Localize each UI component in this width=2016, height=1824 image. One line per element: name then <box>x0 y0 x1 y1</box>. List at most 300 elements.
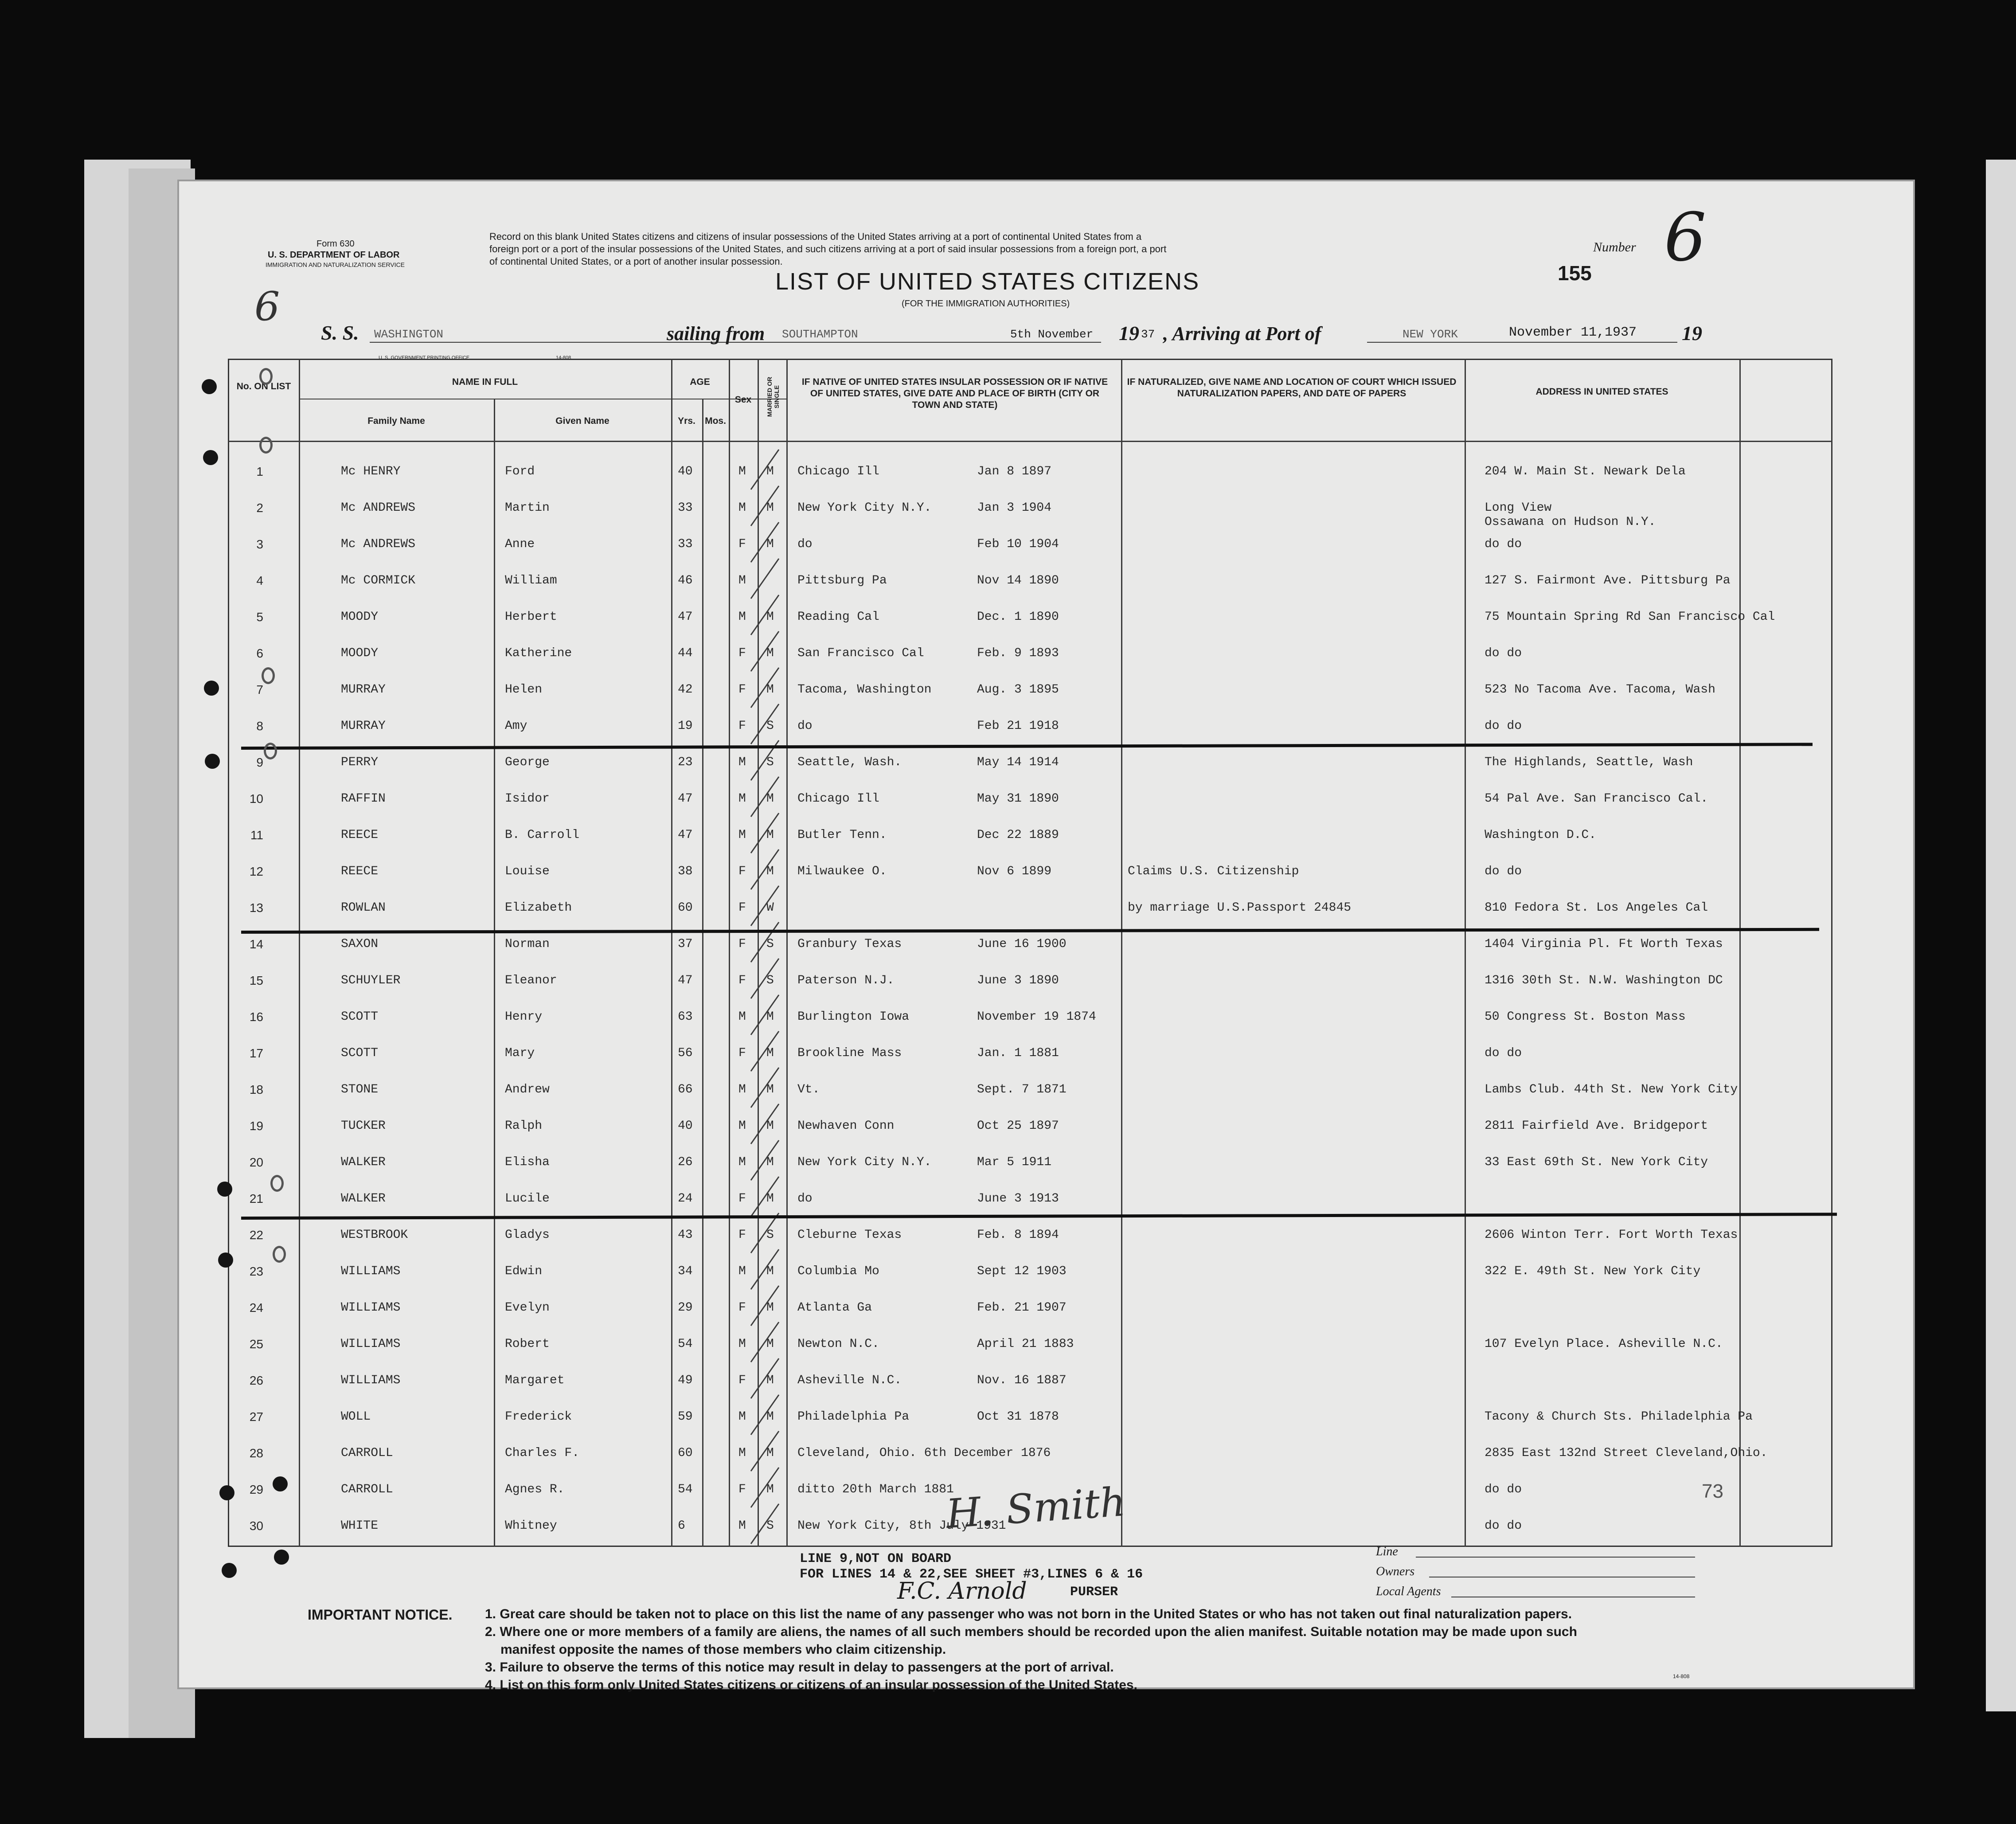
purser-label: PURSER <box>1070 1585 1118 1600</box>
given-name-cell: Anne <box>505 537 535 551</box>
printer-line: U. S. GOVERNMENT PRINTING OFFICE <box>379 355 470 360</box>
row-number: 8 <box>256 719 263 733</box>
row-number: 27 <box>249 1410 263 1424</box>
header-given-name: Given Name <box>555 416 609 426</box>
given-name-cell: Edwin <box>505 1264 543 1278</box>
line-rule <box>1416 1557 1695 1558</box>
address-cell: The Highlands, Seattle, Wash <box>1485 755 1693 769</box>
ship-name: WASHINGTON <box>374 328 444 341</box>
birth-date-cell: Feb. 21 1907 <box>977 1301 1067 1315</box>
age-years-cell: 38 <box>678 865 693 878</box>
row-number: 20 <box>249 1155 263 1169</box>
birth-date-cell: June 3 1890 <box>977 974 1059 987</box>
form-number: Form 630 <box>316 239 355 249</box>
family-name-cell: Mc ANDREWS <box>341 501 416 515</box>
address-cell: 75 Mountain Spring Rd San Francisco Cal <box>1485 610 1775 624</box>
sex-cell: M <box>738 1010 746 1024</box>
row-number: 24 <box>249 1301 263 1315</box>
sex-cell: M <box>738 792 746 806</box>
address-cell: do do <box>1485 719 1522 733</box>
age-years-cell: 33 <box>678 501 693 515</box>
marital-status-cell: S <box>766 755 774 769</box>
birth-date-cell: Dec 22 1889 <box>977 828 1059 842</box>
family-name-cell: MURRAY <box>341 719 386 733</box>
birth-date-cell: May 31 1890 <box>977 792 1059 806</box>
binder-ring <box>270 1175 284 1192</box>
purser-signature: F.C. Arnold <box>897 1578 1027 1605</box>
family-name-cell: WALKER <box>341 1155 386 1169</box>
header-naturalized: IF NATURALIZED, GIVE NAME AND LOCATION OF COURT WHICH ISSUED NATURALIZATION PAPERS, AND DATE OF PAPERS <box>1127 377 1457 399</box>
marital-status-cell: M <box>766 1192 774 1206</box>
birth-place-cell: Cleburne Texas <box>797 1228 902 1242</box>
header-sex: Sex <box>735 395 752 405</box>
row-number: 5 <box>256 610 263 624</box>
age-years-cell: 19 <box>678 719 693 733</box>
table-row <box>179 1444 1913 1481</box>
table-row <box>179 1408 1913 1444</box>
marital-status-cell: S <box>766 974 774 987</box>
marital-status-cell: M <box>766 1264 774 1278</box>
binder-hole <box>222 1563 237 1578</box>
binder-hole <box>219 1485 234 1500</box>
sex-cell: F <box>738 865 746 878</box>
address-cell: do do <box>1485 646 1522 660</box>
age-years-cell: 47 <box>678 974 693 987</box>
age-years-cell: 43 <box>678 1228 693 1242</box>
given-name-cell: Evelyn <box>505 1301 550 1315</box>
address-cell: 322 E. 49th St. New York City <box>1485 1264 1701 1278</box>
sex-cell: M <box>738 755 746 769</box>
birth-place-cell: New York City N.Y. <box>797 501 932 515</box>
family-name-cell: ROWLAN <box>341 901 386 915</box>
table-row <box>179 826 1913 863</box>
given-name-cell: Lucile <box>505 1192 550 1206</box>
address-cell: 33 East 69th St. New York City <box>1485 1155 1708 1169</box>
age-years-cell: 47 <box>678 828 693 842</box>
given-name-cell: George <box>505 755 550 769</box>
address-cell: 204 W. Main St. Newark Dela <box>1485 465 1686 478</box>
birth-place-cell: Atlanta Ga <box>797 1301 872 1315</box>
corner-mark: 6 <box>254 283 280 330</box>
sex-cell: M <box>738 1264 746 1278</box>
marital-status-cell: M <box>766 1446 774 1460</box>
birth-place-cell: Burlington Iowa <box>797 1010 910 1024</box>
sex-cell: M <box>738 1446 746 1460</box>
birth-place-cell: do <box>797 719 813 733</box>
naturalization-cell: by marriage U.S.Passport 24845 <box>1128 901 1352 915</box>
address-cell: 107 Evelyn Place. Asheville N.C. <box>1485 1337 1723 1351</box>
initials-handwritten: H. Smith <box>944 1478 1127 1538</box>
address-cell: 127 S. Fairmont Ave. Pittsburg Pa <box>1485 574 1731 587</box>
marital-status-cell: M <box>766 610 774 624</box>
page-title: LIST OF UNITED STATES CITIZENS <box>775 268 1200 295</box>
sex-cell: F <box>738 1046 746 1060</box>
marital-status-cell: S <box>766 1228 774 1242</box>
table-row <box>179 681 1913 717</box>
marital-status-cell: M <box>766 1301 774 1315</box>
header-no: No. ON LIST <box>236 381 291 391</box>
sex-cell: F <box>738 537 746 551</box>
footer-note-2: FOR LINES 14 & 22,SEE SHEET #3,LINES 6 & 16 <box>800 1567 1143 1582</box>
marital-status-cell: M <box>766 1410 774 1424</box>
sex-cell: M <box>738 1519 746 1533</box>
family-name-cell: WOLL <box>341 1410 371 1424</box>
sex-cell: M <box>738 828 746 842</box>
number-value: 6 <box>1664 199 1707 276</box>
family-name-cell: Mc CORMICK <box>341 574 416 587</box>
family-name-cell: STONE <box>341 1083 379 1096</box>
row-number: 13 <box>249 901 263 915</box>
header-yrs: Yrs. <box>678 416 695 426</box>
family-name-cell: MOODY <box>341 610 379 624</box>
sex-cell: F <box>738 1483 746 1496</box>
instruction-line-3: of continental United States, or a port of another insular possession. <box>489 256 783 267</box>
binder-hole <box>274 1550 289 1565</box>
row-number: 7 <box>256 683 263 697</box>
row-number: 21 <box>249 1192 263 1206</box>
given-name-cell: Gladys <box>505 1228 550 1242</box>
age-years-cell: 47 <box>678 610 693 624</box>
address-cell: Long View <box>1485 501 1552 515</box>
birth-place-cell: Chicago Ill <box>797 792 879 806</box>
family-name-cell: MURRAY <box>341 683 386 697</box>
marital-status-cell: M <box>766 1483 774 1496</box>
address-cell: do do <box>1485 537 1522 551</box>
notice-title: IMPORTANT NOTICE. <box>308 1607 453 1623</box>
age-years-cell: 42 <box>678 683 693 697</box>
given-name-cell: Mary <box>505 1046 535 1060</box>
given-name-cell: Katherine <box>505 646 572 660</box>
row-number: 22 <box>249 1228 263 1242</box>
row-number: 15 <box>249 974 263 987</box>
number-label: Number <box>1593 240 1636 254</box>
given-name-cell: Martin <box>505 501 550 515</box>
family-name-cell: MOODY <box>341 646 379 660</box>
age-years-cell: 37 <box>678 937 693 951</box>
address-cell: 2835 East 132nd Street Cleveland,Ohio. <box>1485 1446 1768 1460</box>
line-label: Line <box>1376 1545 1398 1558</box>
family-name-cell: WILLIAMS <box>341 1337 401 1351</box>
birth-place-cell: Tacoma, Washington <box>797 683 932 697</box>
birth-date-cell: Oct 25 1897 <box>977 1119 1059 1133</box>
row-number: 16 <box>249 1010 263 1024</box>
sex-cell: M <box>738 1410 746 1424</box>
family-name-cell: SCOTT <box>341 1010 379 1024</box>
birth-place-cell: Chicago Ill <box>797 465 879 478</box>
address-cell: do do <box>1485 1046 1522 1060</box>
age-years-cell: 60 <box>678 901 693 915</box>
sex-cell: M <box>738 1155 746 1169</box>
sex-cell: F <box>738 719 746 733</box>
birth-date-cell: Sept 12 1903 <box>977 1264 1067 1278</box>
row-number: 18 <box>249 1083 263 1096</box>
birth-date-cell: Feb. 9 1893 <box>977 646 1059 660</box>
birth-place-cell: Asheville N.C. <box>797 1374 902 1387</box>
birth-date-cell: Dec. 1 1890 <box>977 610 1059 624</box>
marital-status-cell: S <box>766 937 774 951</box>
age-years-cell: 6 <box>678 1519 685 1533</box>
birth-place-cell: Brookline Mass <box>797 1046 902 1060</box>
age-years-cell: 33 <box>678 537 693 551</box>
given-name-cell: Helen <box>505 683 543 697</box>
given-name-cell: Frederick <box>505 1410 572 1424</box>
given-name-cell: Ralph <box>505 1119 543 1133</box>
family-name-cell: SCOTT <box>341 1046 379 1060</box>
address-cell: do do <box>1485 1519 1522 1533</box>
family-name-cell: SAXON <box>341 937 379 951</box>
row-number: 17 <box>249 1046 263 1060</box>
birth-place-cell: Philadelphia Pa <box>797 1410 910 1424</box>
row-number: 23 <box>249 1264 263 1278</box>
address-cell: 50 Congress St. Boston Mass <box>1485 1010 1686 1024</box>
birth-date-cell: May 14 1914 <box>977 755 1059 769</box>
row-number: 25 <box>249 1337 263 1351</box>
binder-hole <box>204 681 219 696</box>
notice-3: 3. Failure to observe the terms of this notice may result in delay to passengers at the port of arrival. <box>485 1660 1114 1675</box>
binder-ring <box>264 743 277 759</box>
manifest-sheet <box>177 180 1915 1692</box>
address-cell-line-2: Ossawana on Hudson N.Y. <box>1485 515 1656 529</box>
owners-label: Owners <box>1376 1565 1415 1578</box>
row-number: 30 <box>249 1519 263 1533</box>
given-name-cell: Agnes R. <box>505 1483 565 1496</box>
table-row <box>179 1190 1913 1226</box>
table-row <box>179 1372 1913 1408</box>
table-row <box>179 1008 1913 1045</box>
given-name-cell: Eleanor <box>505 974 557 987</box>
marital-status-cell: W <box>766 901 774 915</box>
marital-status-cell: S <box>766 1519 774 1533</box>
age-years-cell: 26 <box>678 1155 693 1169</box>
age-years-cell: 44 <box>678 646 693 660</box>
address-cell: 2606 Winton Terr. Fort Worth Texas <box>1485 1228 1738 1242</box>
table-row <box>179 1299 1913 1335</box>
birth-date-cell: Sept. 7 1871 <box>977 1083 1067 1096</box>
given-name-cell: Henry <box>505 1010 543 1024</box>
age-years-cell: 63 <box>678 1010 693 1024</box>
table-row <box>179 972 1913 1008</box>
port-underline <box>1367 342 1677 343</box>
given-name-cell: Norman <box>505 937 550 951</box>
table-row <box>179 1335 1913 1372</box>
family-name-cell: Mc HENRY <box>341 465 401 478</box>
given-name-cell: Margaret <box>505 1374 565 1387</box>
sex-cell: M <box>738 1337 746 1351</box>
family-name-cell: TUCKER <box>341 1119 386 1133</box>
binder-ring <box>262 667 275 684</box>
table-row <box>179 1081 1913 1117</box>
form-code: 14-808 <box>1673 1673 1690 1679</box>
birth-place-cell: Columbia Mo <box>797 1264 879 1278</box>
birth-place-cell: San Francisco Cal <box>797 646 924 660</box>
age-years-cell: 40 <box>678 465 693 478</box>
family-name-cell: WILLIAMS <box>341 1264 401 1278</box>
birth-place-cell: Seattle, Wash. <box>797 755 902 769</box>
age-years-cell: 66 <box>678 1083 693 1096</box>
marital-status-cell: M <box>766 465 774 478</box>
sex-cell: F <box>738 683 746 697</box>
row-number: 28 <box>249 1446 263 1460</box>
date-from: 5th November <box>1010 328 1094 341</box>
given-name-cell: Elizabeth <box>505 901 572 915</box>
header-birth: IF NATIVE OF UNITED STATES INSULAR POSSESSION OR IF NATIVE OF UNITED STATES, GIVE DATE AND PLACE OF BIRTH (CITY OR TOWN AND STATE) <box>801 377 1108 410</box>
department: U. S. DEPARTMENT OF LABOR <box>268 250 400 260</box>
table-row <box>179 863 1913 899</box>
family-name-cell: RAFFIN <box>341 792 386 806</box>
table-row <box>179 536 1913 572</box>
birth-date-cell: April 21 1883 <box>977 1337 1074 1351</box>
given-name-cell: Ford <box>505 465 535 478</box>
given-name-cell: Amy <box>505 719 527 733</box>
marital-status-cell: M <box>766 1337 774 1351</box>
sex-cell: M <box>738 501 746 515</box>
birth-date-cell: June 16 1900 <box>977 937 1067 951</box>
marital-status-cell: M <box>766 1046 774 1060</box>
port-from: SOUTHAMPTON <box>782 328 858 341</box>
binder-ring <box>273 1246 286 1263</box>
sex-cell: M <box>738 610 746 624</box>
table-row <box>179 1263 1913 1299</box>
family-name-cell: WALKER <box>341 1192 386 1206</box>
age-years-cell: 46 <box>678 574 693 587</box>
family-name-cell: WESTBROOK <box>341 1228 408 1242</box>
birth-date-cell: Nov. 16 1887 <box>977 1374 1067 1387</box>
given-name-cell: William <box>505 574 557 587</box>
agents-label: Local Agents <box>1376 1585 1441 1598</box>
row-number: 6 <box>256 646 263 660</box>
address-cell: Tacony & Church Sts. Philadelphia Pa <box>1485 1410 1753 1424</box>
binder-ring <box>259 437 273 454</box>
birth-place-cell: Cleveland, Ohio. 6th December 1876 <box>797 1446 1051 1460</box>
row-number: 19 <box>249 1119 263 1133</box>
given-name-cell: Herbert <box>505 610 557 624</box>
address-cell: Lambs Club. 44th St. New York City <box>1485 1083 1738 1096</box>
given-name-cell: Charles F. <box>505 1446 580 1460</box>
instruction-line-2: foreign port or a port of the insular possessions of the United States, and such citizens arriving at a port of said insular possessions from a foreign port, a port <box>489 243 1167 254</box>
date-to: November 11,1937 <box>1509 325 1637 340</box>
birth-place-cell: New York City, 8th July 1931 <box>797 1519 1006 1533</box>
binder-hole <box>217 1182 232 1197</box>
marital-status-cell: M <box>766 1155 774 1169</box>
family-name-cell: CARROLL <box>341 1483 393 1496</box>
given-name-cell: Whitney <box>505 1519 557 1533</box>
birth-date-cell: Jan 8 1897 <box>977 465 1052 478</box>
given-name-cell: Robert <box>505 1337 550 1351</box>
page-number: 73 <box>1702 1480 1723 1502</box>
address-cell: Washington D.C. <box>1485 828 1597 842</box>
family-name-cell: REECE <box>341 828 379 842</box>
birth-date-cell: June 3 1913 <box>977 1192 1059 1206</box>
birth-date-cell: Feb 21 1918 <box>977 719 1059 733</box>
date-underline <box>782 342 1101 343</box>
table-row <box>179 790 1913 826</box>
given-name-cell: B. Carroll <box>505 828 580 842</box>
birth-place-cell: Pittsburg Pa <box>797 574 887 587</box>
given-name-cell: Andrew <box>505 1083 550 1096</box>
address-cell: 1404 Virginia Pl. Ft Worth Texas <box>1485 937 1723 951</box>
marital-status-cell: M <box>766 537 774 551</box>
arriving-label: , Arriving at Port of <box>1163 323 1321 344</box>
printer-code: 14-808 <box>556 355 571 360</box>
birth-place-cell: do <box>797 537 813 551</box>
table-row <box>179 1117 1913 1154</box>
ss-label: S. S. <box>321 321 359 344</box>
birth-place-cell: do <box>797 1192 813 1206</box>
sex-cell: M <box>738 574 746 587</box>
stamp-number: 155 <box>1558 262 1592 285</box>
given-name-cell: Isidor <box>505 792 550 806</box>
sex-cell: F <box>738 1228 746 1242</box>
row-number: 29 <box>249 1483 263 1496</box>
birth-place-cell: Paterson N.J. <box>797 974 895 987</box>
sex-cell: M <box>738 465 746 478</box>
age-years-cell: 40 <box>678 1119 693 1133</box>
header-name-in-full: NAME IN FULL <box>452 377 518 387</box>
family-name-cell: WHITE <box>341 1519 379 1533</box>
age-years-cell: 34 <box>678 1264 693 1278</box>
birth-date-cell: Feb 10 1904 <box>977 537 1059 551</box>
year-prefix: 19 <box>1119 322 1139 344</box>
marital-status-cell: M <box>766 865 774 878</box>
age-years-cell: 60 <box>678 1446 693 1460</box>
table-row <box>179 608 1913 645</box>
family-name-cell: PERRY <box>341 755 379 769</box>
marital-status-cell: M <box>766 1374 774 1387</box>
family-name-cell: Mc ANDREWS <box>341 537 416 551</box>
birth-date-cell: Aug. 3 1895 <box>977 683 1059 697</box>
family-name-cell: REECE <box>341 865 379 878</box>
table-row <box>179 463 1913 499</box>
row-number: 14 <box>249 937 263 951</box>
given-name-cell: Elisha <box>505 1155 550 1169</box>
birth-date-cell: Nov 14 1890 <box>977 574 1059 587</box>
birth-date-cell: Oct 31 1878 <box>977 1410 1059 1424</box>
ship-underline <box>370 342 840 343</box>
birth-place-cell: Granbury Texas <box>797 937 902 951</box>
sex-cell: F <box>738 646 746 660</box>
header-bottom-rule <box>228 441 1832 442</box>
birth-place-cell: New York City N.Y. <box>797 1155 932 1169</box>
row-number: 11 <box>250 828 263 842</box>
header-family-name: Family Name <box>367 416 425 426</box>
footer-note-1: LINE 9,NOT ON BOARD <box>800 1551 952 1566</box>
birth-place-cell: Milwaukee O. <box>797 865 887 878</box>
birth-date-cell: Feb. 8 1894 <box>977 1228 1059 1242</box>
table-row <box>179 499 1913 536</box>
header-address: ADDRESS IN UNITED STATES <box>1535 387 1668 397</box>
marital-status-cell: M <box>766 792 774 806</box>
birth-place-cell: Newhaven Conn <box>797 1119 895 1133</box>
table-row <box>179 572 1913 608</box>
address-cell: 1316 30th St. N.W. Washington DC <box>1485 974 1723 987</box>
trailing-19: 19 <box>1682 322 1702 344</box>
header-age: AGE <box>690 377 710 387</box>
family-name-cell: WILLIAMS <box>341 1374 401 1387</box>
marital-status-cell: M <box>766 683 774 697</box>
marital-status-cell: M <box>766 501 774 515</box>
header-married: MARRIED OR SINGLE <box>766 376 780 417</box>
row-number: 26 <box>249 1374 263 1387</box>
address-cell: do do <box>1485 865 1522 878</box>
birth-place-cell: ditto 20th March 1881 <box>797 1483 954 1496</box>
address-cell: do do <box>1485 1483 1522 1496</box>
binder-hole <box>205 754 220 769</box>
sex-cell: M <box>738 1083 746 1096</box>
birth-place-cell: Vt. <box>797 1083 820 1096</box>
birth-place-cell: Reading Cal <box>797 610 879 624</box>
address-cell: 2811 Fairfield Ave. Bridgeport <box>1485 1119 1708 1133</box>
address-cell: 54 Pal Ave. San Francisco Cal. <box>1485 792 1708 806</box>
